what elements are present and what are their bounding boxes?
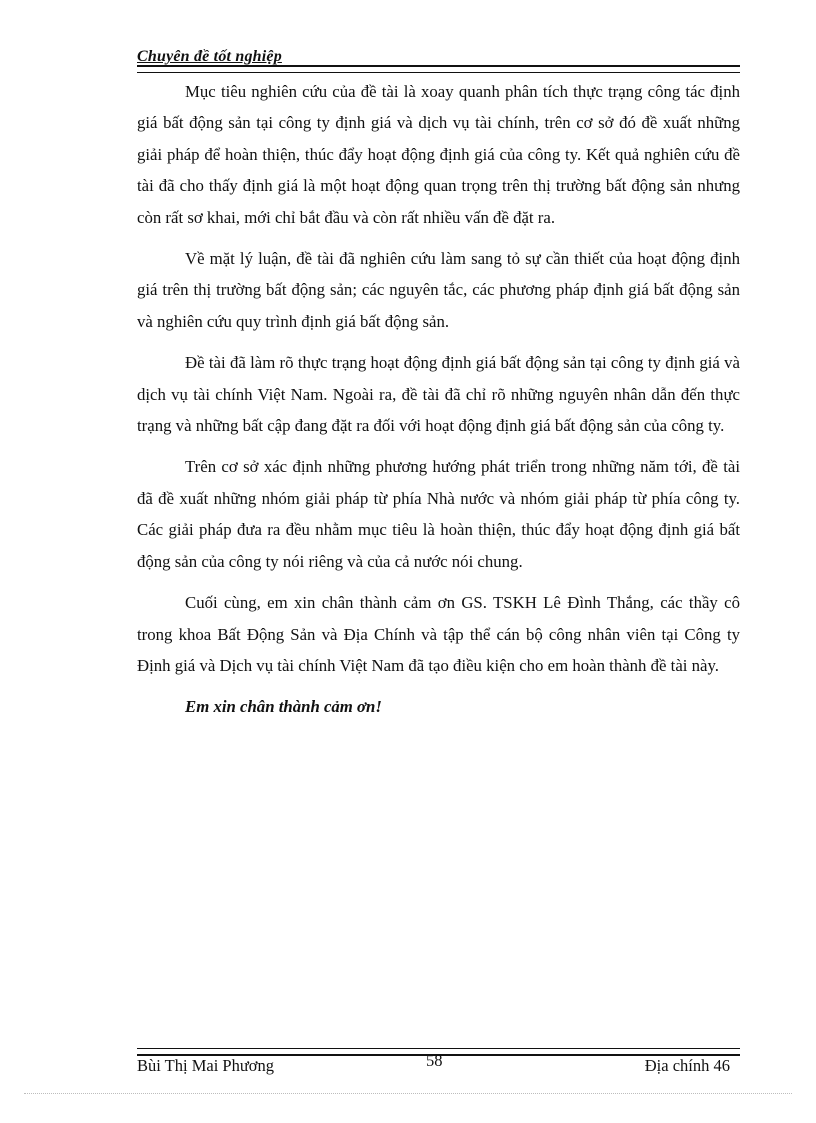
- header-divider: [137, 65, 740, 73]
- page-footer: [137, 1053, 740, 1077]
- closing-line: Em xin chân thành cảm ơn!: [185, 697, 382, 717]
- page-bottom-border: [24, 1093, 792, 1094]
- footer-author: Bùi Thị Mai Phương: [137, 1056, 275, 1075]
- footer-department: Địa chính 46: [644, 1056, 730, 1075]
- body-paragraph-5: Cuối cùng, em xin chân thành cảm ơn GS. TSKH Lê Đình Thắng, các thầy cô trong khoa Bất Động Sản và Địa Chính và tập thể cán bộ công nhân viên tại Công ty Định giá và Dịch vụ tài chính Việt Nam đã tạo điều kiện cho em hoàn thành đề tài này.: [137, 593, 740, 675]
- running-header-title: Chuyên đề tốt nghiệp: [137, 48, 282, 65]
- document-body: [137, 76, 740, 733]
- body-paragraph-3: Đề tài đã làm rõ thực trạng hoạt động định giá bất động sản tại công ty định giá và dịch vụ tài chính Việt Nam. Ngoài ra, đề tài đã chỉ rõ những nguyên nhân dẫn đến thực trạng và những bất cập đang đặt ra đối với hoạt động định giá bất động sản của công ty.: [137, 353, 740, 436]
- body-paragraph-2: Về mặt lý luận, đề tài đã nghiên cứu làm sang tỏ sự cần thiết của hoạt động định giá trên thị trường bất động sản; các nguyên tắc, các phương pháp định giá bất động sản và nghiên cứu quy trình định giá bất động sản.: [137, 249, 740, 331]
- body-paragraph-4: Trên cơ sở xác định những phương hướng phát triển trong những năm tới, đề tài đã đề xuất những nhóm giải pháp từ phía Nhà nước và nhóm giải pháp từ phía công ty. Các giải pháp đưa ra đều nhằm mục tiêu là hoàn thiện, thúc đẩy hoạt động định giá bất động sản của công ty nói riêng và của cả nước nói chung.: [137, 457, 740, 571]
- page-number: 58: [426, 1051, 443, 1070]
- body-paragraph-1: Mục tiêu nghiên cứu của đề tài là xoay quanh phân tích thực trạng công tác định giá bất động sản tại công ty định giá và dịch vụ tài chính, trên cơ sở đó đề xuất những giải pháp để hoàn thiện, thúc đẩy hoạt động định giá của công ty. Kết quả nghiên cứu đề tài đã cho thấy định giá là một hoạt động quan trọng trên thị trường bất động sản nhưng còn rất sơ khai, mới chỉ bắt đầu và còn rất nhiều vấn đề đặt ra.: [137, 82, 740, 227]
